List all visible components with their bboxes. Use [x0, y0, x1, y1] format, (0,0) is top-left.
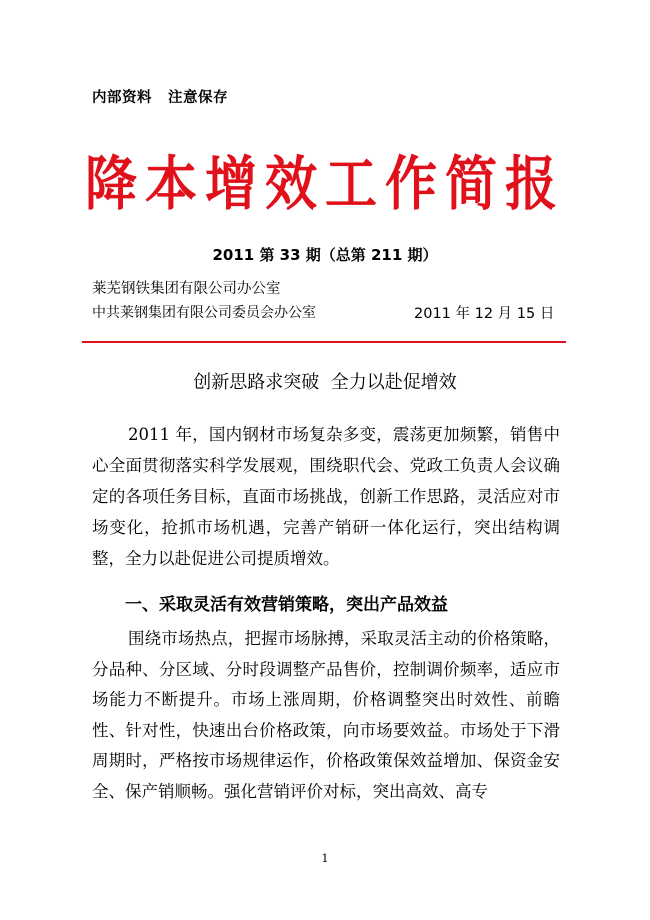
masthead-title: 降本增效工作简报: [84, 150, 565, 219]
section-1-paragraph: 围绕市场热点，把握市场脉搏，采取灵活主动的价格策略，分品种、分区域、分时段调整产品售价，控制调价频率，适应市场能力不断提升。市场上涨周期，价格调整突出时效性、前瞻性、针对性，快速出台价格政策，向市场要效益。市场处于下滑周期时，严格按市场规律运作，价格政策保效益增加、保资金安全、保产销顺畅。强化营销评价对标，突出高效、高专: [92, 629, 560, 801]
internal-label-a: 内部资料: [92, 90, 152, 106]
section-heading-1: 一、采取灵活有效营销策略，突出产品效益: [125, 595, 448, 615]
issuing-org-primary: 莱芜钢铁集团有限公司办公室: [92, 281, 281, 297]
intro-paragraph: 2011 年，国内钢材市场复杂多变，震荡更加频繁，销售中心全面贯彻落实科学发展观，围绕职代会、党政工负责人会议确定的各项任务目标，直面市场挑战，创新工作思路，灵活应对市场变化，抢抓市场机遇，完善产销研一体化运行，突出结构调整，全力以赴促进公司提质增效。: [92, 425, 560, 568]
issue-date: 2011 年 12 月 15 日: [414, 306, 555, 322]
issue-number: 2011 第 33 期（总第 211 期）: [212, 246, 438, 264]
page-number: 1: [321, 852, 329, 865]
issuing-org-secondary: 中共莱钢集团有限公司委员会办公室: [92, 305, 316, 321]
internal-material-label: [92, 86, 228, 107]
article-title: 创新思路求突破 全力以赴促增效: [193, 372, 457, 393]
red-divider-rule: [82, 341, 566, 343]
internal-label-b: 注意保存: [168, 90, 228, 106]
